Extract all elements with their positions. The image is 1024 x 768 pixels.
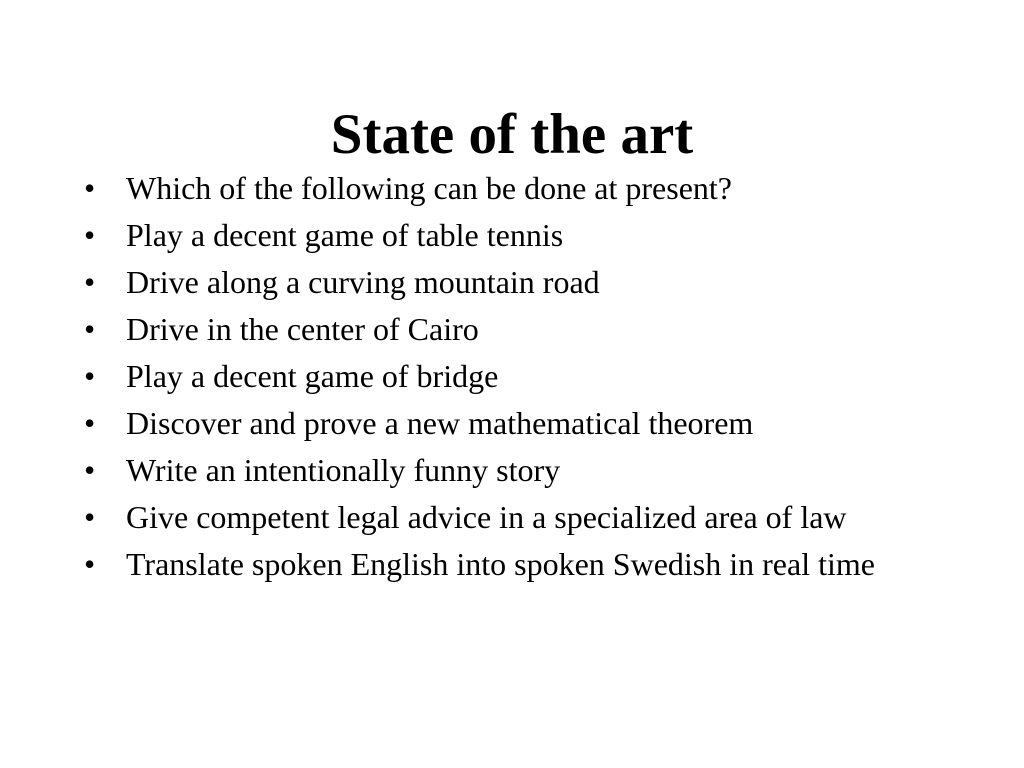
bullet-icon: • xyxy=(84,452,96,488)
bullet-icon: • xyxy=(84,546,96,582)
list-item xyxy=(84,311,944,347)
list-item xyxy=(84,264,944,300)
list-item xyxy=(84,546,944,582)
bullet-text: Discover and prove a new mathematical theorem xyxy=(126,405,754,441)
slide-title: State of the art xyxy=(330,103,694,166)
bullet-text: Drive in the center of Cairo xyxy=(126,311,479,347)
bullet-text: Translate spoken English into spoken Swedish in real time xyxy=(126,546,875,582)
bullet-text: Write an intentionally funny story xyxy=(126,452,561,488)
bullet-list xyxy=(84,170,944,593)
list-item xyxy=(84,405,944,441)
bullet-icon: • xyxy=(84,170,96,206)
list-item xyxy=(84,358,944,394)
bullet-text: Play a decent game of table tennis xyxy=(126,217,564,253)
bullet-icon: • xyxy=(84,264,96,300)
bullet-text: Which of the following can be done at present? xyxy=(126,170,732,206)
bullet-text: Play a decent game of bridge xyxy=(126,358,499,394)
bullet-icon: • xyxy=(84,358,96,394)
list-item xyxy=(84,499,944,535)
bullet-icon: • xyxy=(84,217,96,253)
bullet-text: Drive along a curving mountain road xyxy=(126,264,600,300)
bullet-icon: • xyxy=(84,499,96,535)
list-item xyxy=(84,452,944,488)
bullet-icon: • xyxy=(84,311,96,347)
bullet-icon: • xyxy=(84,405,96,441)
list-item xyxy=(84,217,944,253)
list-item xyxy=(84,170,944,206)
bullet-text: Give competent legal advice in a specialized area of law xyxy=(126,499,847,535)
